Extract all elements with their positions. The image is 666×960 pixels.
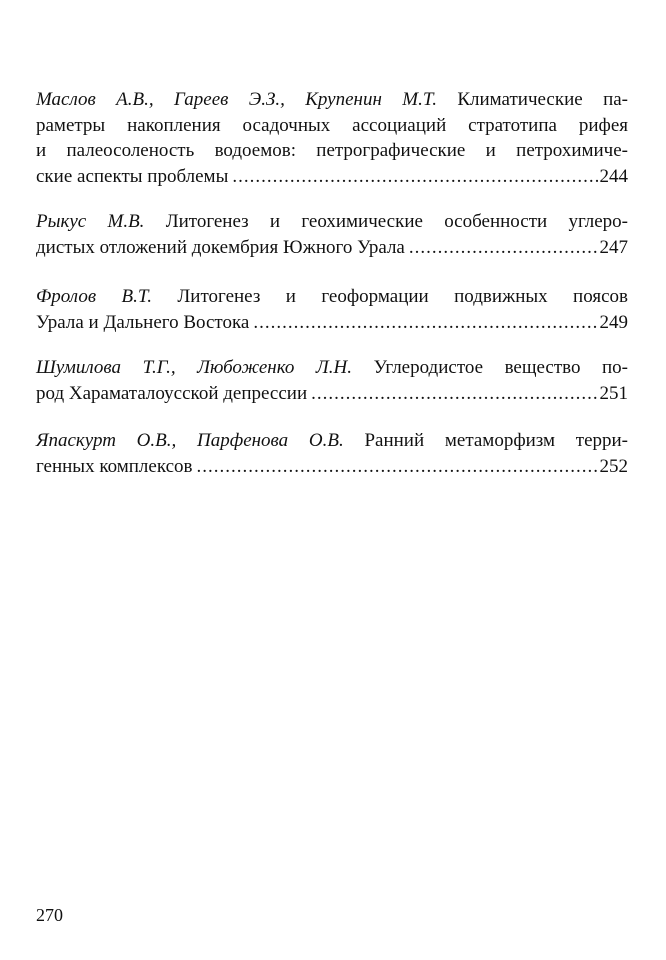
entry-page-number: 252 [599, 455, 628, 477]
toc-entry-shumilova [36, 355, 628, 406]
toc-entry-yapaskurt [36, 428, 628, 479]
entry-title-start: Климатические па- [457, 89, 629, 110]
toc-entry-first-line [36, 284, 628, 310]
page-folio-number: 270 [36, 905, 63, 925]
toc-entry-last-line [36, 454, 628, 480]
toc-entry-first-line [36, 87, 628, 113]
dot-leader [232, 164, 597, 190]
entry-title-line: и палеосоленость водоемов: петрографические и петрохимиче- [36, 140, 628, 161]
entry-title-start: Литогенез и геохимические особенности углеро- [165, 211, 629, 232]
toc-entry-first-line [36, 355, 628, 381]
entry-title-end: дистых отложений докембрия Южного Урала [36, 236, 405, 258]
entry-page-number: 249 [599, 311, 628, 333]
entry-title-end: генных комплексов [36, 455, 193, 477]
entry-page-number: 244 [599, 165, 628, 187]
toc-entry-last-line [36, 235, 628, 261]
dot-leader [409, 235, 598, 261]
entry-title-end: Урала и Дальнего Востока [36, 311, 250, 333]
entry-authors: Япаскурт О.В., Парфенова О.В. [36, 430, 344, 451]
toc-entry-first-line [36, 428, 628, 454]
entry-title-start: Ранний метаморфизм терри- [364, 430, 629, 451]
dot-leader [311, 381, 597, 407]
entry-title-start: Литогенез и геоформации подвижных поясов [177, 286, 629, 307]
entry-title-end: род Хараматалоусской депрессии [36, 382, 308, 404]
dot-leader [253, 310, 597, 336]
entry-title-start: Углеродистое вещество по- [373, 357, 629, 378]
entry-title-end: ские аспекты проблемы [36, 165, 229, 187]
toc-entry-frolov [36, 284, 628, 335]
toc-entry-maslov [36, 87, 628, 189]
toc-entry-first-line [36, 209, 628, 235]
toc-entry-rykus [36, 209, 628, 260]
entry-authors: Рыкус М.В. [36, 211, 145, 232]
entry-authors: Фролов В.Т. [36, 286, 152, 307]
entry-page-number: 251 [599, 382, 628, 404]
toc-entry-last-line [36, 381, 628, 407]
entry-title-line: раметры накопления осадочных ассоциаций стратотипа рифея [36, 114, 628, 136]
entry-authors: Шумилова Т.Г., Любоженко Л.Н. [36, 357, 353, 378]
dot-leader [197, 454, 598, 480]
toc-entry-last-line [36, 310, 628, 336]
entry-page-number: 247 [599, 236, 628, 258]
toc-entry-last-line [36, 164, 628, 190]
entry-authors: Маслов А.В., Гареев Э.З., Крупенин М.Т. [36, 89, 437, 110]
